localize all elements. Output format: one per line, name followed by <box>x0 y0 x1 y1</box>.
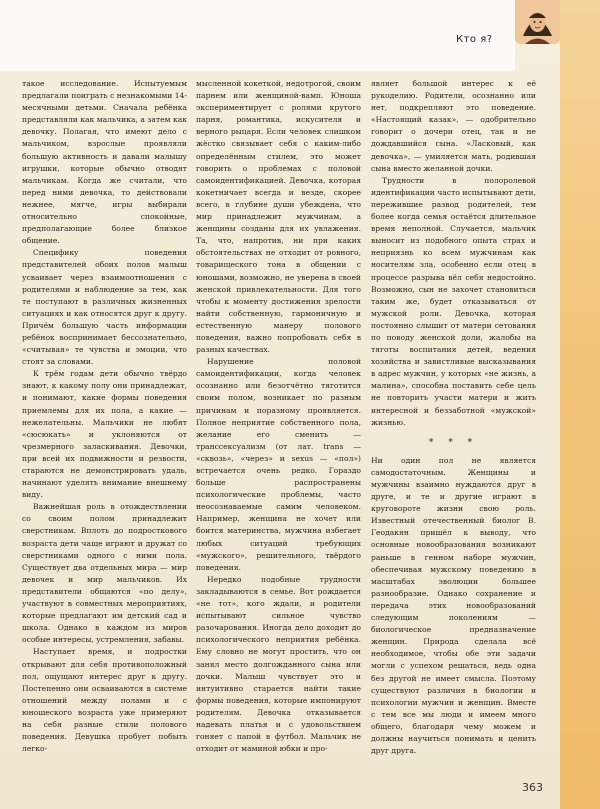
page-number: 363 <box>522 781 543 794</box>
paragraph: Нередко подобные трудности закладываются в семье. Вот рождается «не тот», кого ждали, и родители испытывают сильное чувство разочарования. Иногда дело доходит до психологического неприятия ребёнка. Ему словно не могут простить, что он занял место долгожданного сына или дочки. Малыш чувствует это и интуитивно старается найти такие формы поведения, которые импонируют родителям. Девочка отказывается надевать платья и с удовольствием гоняет с папой в футбол. Мальчик не отходит от маминой юбки и про- <box>196 574 361 754</box>
section-separator: * * * <box>428 437 479 448</box>
decorative-side-strip <box>560 0 600 809</box>
page-header <box>0 0 515 71</box>
face-avatar-icon <box>515 0 560 44</box>
paragraph: являет большой интерес к её рукоделию. Родители, осознанно или нет, подкрепляют это поведение. «Настоящий казак», — одобрительно говорит о дочери отец, так и не дождавшийся сына. «Ласковый, как девочка», — умиляется мать, родившая сына вместо желанной дочки. <box>371 79 536 173</box>
section-title: Кто я? <box>456 34 493 45</box>
text-column-1 <box>22 78 187 755</box>
text-column-2 <box>196 78 361 755</box>
paragraph: мысленной кокеткой, недотрогой, своим парнем или женщиной-вамп. Юноша экспериментирует с ролями крутого парня, романтика, искусителя и верного рыцаря. Если человек слишком жёстко связывает себя с каким-либо определённым стилем, это может говорить о проблемах с половой самоидентификацией. Девочка, которая кокетничает всегда и везде, скорее всего, в глубине души убеждена, что мир принадлежит мужчинам, а женщины созданы для их увлажения. Та, что, напротив, ни при каких обстоятельствах не отходит от ровного, товарищеского тона в общении с юношами, возможно, не уверена в своей женской привлекательности. Для того чтобы к моменту достижения зрелости найти собственную, гармоничную и естественную манеру полового поведения, важно попробовать себя в разных качествах. <box>196 79 361 355</box>
paragraph: Важнейшая роль в отождествлении со своим полом принадлежит сверстникам. Вплоть до подросткового возраста дети чаще играют и дружат со сверстниками одного с ними пола. Существует два отдельных мира — мир девочек и мир мальчиков. Их представители общаются «по делу», участвуют в совместных мероприятиях, которые предлагают им детский сад и школа. Однако в каждом из миров особые интересы, устремления, забавы. <box>22 502 187 645</box>
paragraph: Наступает время, и подростки открывают для себя противоположный пол, ощущают интерес друг к другу. Постепенно они осваиваются в системе отношений между полами и с юношеского возраста уже примеряют на себя разные стили полового поведения. Девушка пробует побыть легко- <box>22 647 187 754</box>
paragraph: Ни один пол не является самодостаточным. Женщины и мужчины взаимно нуждаются друг в друге, и те и другие играют в круговороте жизни свою роль. Известный отечественный биолог В. Геодакян пришёл к выводу, что основные новообразования возникают раньше в генном наборе мужчин, обеспечивая мужскому поведению в масштабах эволюции большее разнообразие. Однако сохранение и передача этих новообразований следующим поколениям — биологическое предназначение женщин. Природа сделала всё необходимое, чтобы обе эти задачи могли с успехом решаться, ведь одна без другой не имеет смысла. Поэтому существуют различия в биологии и психологии мужчин и женщин. Вместе с тем все мы люди и имеем много общего, благодаря чему можем и должны научиться понимать и ценить друг друга. <box>371 455 536 756</box>
paragraph: Трудности в полоролевой идентификации часто испытывают дети, пережившие развод родителей, тем более когда семья остаётся длительное время неполной. Случается, мальчик выносит из подобного опыта страх и неприязнь ко всем мужчинам как носителям зла, особенно если отец в процессе разрыва вёл себя недостойно. Возможно, сын не захочет становиться таким же, будет отказываться от мужской роли. Девочка, которая постоянно слышит от матери сетования по поводу женской доли, жалобы на тяготы воспитания детей, ведения хозяйства и завистливые высказывания в адрес мужчин, у которых «не жизнь, а малина», способна поставить себе цель не повторить участи матери и жить интересной и беззаботной «мужской» жизнью. <box>371 175 536 427</box>
paragraph: такое исследование. Испытуемым предлагали поиграть с незнакомыми 14-месячными детьми. Сначала ребёнка представляли как мальчика, а затем как девочку. Полагая, что имеют дело с мальчиком, взрослые проявляли большую активность и давали малышу игрушки, которые обычно отводят мальчикам. Когда же считали, что перед ними девочка, то действовали нежнее, мягче, игры выбирали относительно спокойные, предполагающие более близкое общение. <box>22 79 187 246</box>
text-column-3 <box>371 78 536 757</box>
paragraph: К трём годам дети обычно твёрдо знают, к какому полу они принадлежат, и понимают, какие формы поведения приемлемы для их пола, а какие — нежелательны. Мальчики не любят «сюсюкать» и уклоняются от чрезмерного заласкивания. Девочки, при всей их подвижности и резвости, стараются не демонстрировать удаль, начинают уделять внимание внешнему виду. <box>22 369 187 500</box>
paragraph: Специфику поведения представителей обоих полов малыш усваивает через взаимоотношения с родителями и наблюдение за тем, как те поступают в различных жизненных ситуациях и как относятся друг к другу. Причём большую часть информации ребёнок воспринимает бессознательно, «считывая» те чувства и эмоции, что стоят за словами. <box>22 248 187 367</box>
paragraph: Нарушение половой самоидентификации, когда человек осознанно или безотчётно тяготится своим полом, возникает по разным причинам и поразному проявляется. Полное неприятие собственного пола, желание его сменить — транссексуализм (от лат. trans — «сквозь», «через» и sexus — «пол») встречается очень редко. Гораздо больше распространены психологические проблемы, часто неосознаваемые самим человеком. Например, женщина не хочет или боится материнства, мужчина избегает любых ситуаций требующих «мужского», решительного, твёрдого поведения. <box>196 357 361 572</box>
